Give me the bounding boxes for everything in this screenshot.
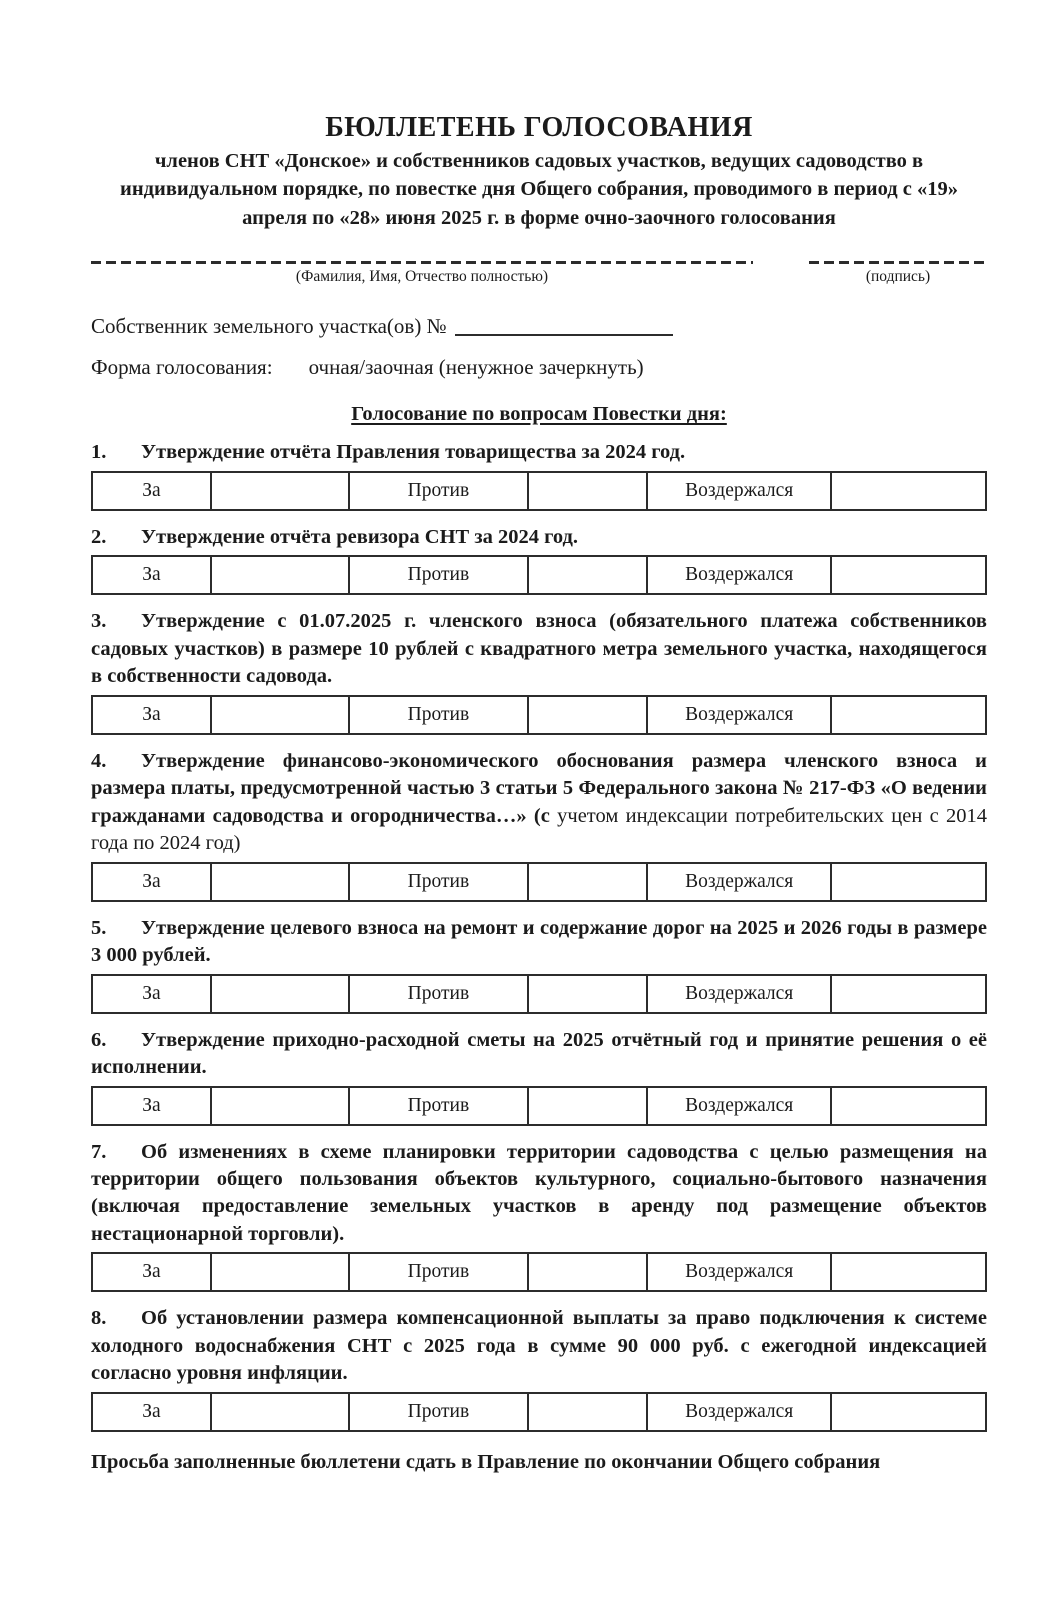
voting-form-value: очная/заочная (ненужное зачеркнуть) [308,355,644,380]
agenda-item-number: 4. [91,749,107,772]
vote-option-label-za: За [92,556,211,594]
vote-option-label-protiv: Против [349,472,529,510]
agenda-item-text [91,1139,987,1249]
vote-table-row [92,975,986,1013]
vote-table [91,1252,987,1292]
vote-mark-cell-protiv[interactable] [528,556,647,594]
vote-mark-cell-vozderzhalsya[interactable] [831,1253,986,1291]
vote-table-row [92,1087,986,1125]
agenda-item-number: 6. [91,1028,107,1051]
agenda-item [91,915,987,1014]
vote-option-label-vozderzhalsya: Воздержался [647,696,831,734]
agenda-item-number: 7. [91,1140,107,1163]
vote-table [91,695,987,735]
agenda-item-text [91,915,987,970]
fio-column [91,261,753,287]
agenda-item-text-bold: Об изменениях в схеме планировки территории садоводства с целью размещения на территории общего пользования объектов культурного, социально-бытового назначения (включая предоставление земельных участков в аренду под размещение объектов нестационарной торговли). [91,1140,987,1245]
voting-form-row [91,353,987,382]
agenda-item-text-bold: Утверждение целевого взноса на ремонт и содержание дорог на 2025 и 2026 годы в размере 3 000 рублей. [91,916,987,967]
vote-option-label-za: За [92,1253,211,1291]
vote-option-label-vozderzhalsya: Воздержался [647,975,831,1013]
vote-option-label-protiv: Против [349,1253,529,1291]
vote-mark-cell-za[interactable] [211,1393,349,1431]
agenda-item-text-bold: Утверждение приходно-расходной сметы на 2025 отчётный год и принятие решения о её исполнении. [91,1028,987,1079]
vote-mark-cell-vozderzhalsya[interactable] [831,1087,986,1125]
agenda-item-number: 5. [91,916,107,939]
vote-option-label-vozderzhalsya: Воздержался [647,556,831,594]
agenda-item-text-bold: Утверждение с 01.07.2025 г. членского взноса (обязательного платежа собственников садовых участков) в размере 10 рублей с квадратного метра земельного участка, находящегося в собственности садовода. [91,610,987,688]
vote-mark-cell-protiv[interactable] [528,863,647,901]
plot-number-blank[interactable] [455,320,673,336]
vote-mark-cell-za[interactable] [211,696,349,734]
fio-caption: (Фамилия, Имя, Отчество полностью) [295,268,549,286]
vote-option-label-za: За [92,863,211,901]
vote-table-row [92,472,986,510]
vote-option-label-za: За [92,472,211,510]
vote-mark-cell-vozderzhalsya[interactable] [831,975,986,1013]
page-title: БЮЛЛЕТЕНЬ ГОЛОСОВАНИЯ [325,112,753,143]
vote-mark-cell-vozderzhalsya[interactable] [831,863,986,901]
vote-mark-cell-protiv[interactable] [528,1253,647,1291]
agenda-heading: Голосование по вопросам Повестки дня: [351,403,727,426]
agenda-item [91,1139,987,1293]
vote-option-label-protiv: Против [349,1087,529,1125]
agenda-item-text-bold: Утверждение финансово-экономического обоснования размера членского взноса и размера платы, предусмотренной частью 3 статьи 5 Федерального закона № 217-ФЗ «О ведении гражданами садоводства и огородничества…» (с [91,749,987,827]
vote-table-row [92,1393,986,1431]
signature-blank-line[interactable] [809,261,987,264]
vote-table-row [92,696,986,734]
agenda-item-number: 8. [91,1307,107,1330]
agenda-item [91,748,987,902]
agenda-item-text-bold: Утверждение отчёта Правления товарищества за 2024 год. [141,441,686,464]
vote-option-label-protiv: Против [349,1393,529,1431]
vote-mark-cell-za[interactable] [211,1253,349,1291]
vote-option-label-vozderzhalsya: Воздержался [647,1087,831,1125]
agenda-item-text [91,439,987,466]
vote-option-label-vozderzhalsya: Воздержался [647,863,831,901]
vote-table [91,862,987,902]
vote-table-row [92,1253,986,1291]
vote-option-label-vozderzhalsya: Воздержался [647,472,831,510]
agenda-item-text-bold: Об установлении размера компенсационной выплаты за право подключения к системе холодного водоснабжения СНТ с 2025 года в сумме 90 000 руб. с ежегодной индексацией согласно уровня инфляции. [91,1307,987,1385]
vote-option-label-vozderzhalsya: Воздержался [647,1253,831,1291]
footer-note: Просьба заполненные бюллетени сдать в Правление по окончании Общего собрания [91,1450,881,1473]
agenda-items [91,439,987,1431]
fio-blank-line[interactable] [91,261,753,264]
signature-section [91,261,987,287]
vote-option-label-za: За [92,1393,211,1431]
vote-option-label-za: За [92,696,211,734]
agenda-item-text [91,608,987,690]
vote-mark-cell-protiv[interactable] [528,1393,647,1431]
agenda-item-number: 1. [91,441,107,464]
vote-table-row [92,556,986,594]
vote-table [91,1392,987,1432]
signature-column [809,261,987,287]
vote-mark-cell-protiv[interactable] [528,975,647,1013]
agenda-item-text [91,1027,987,1082]
vote-mark-cell-za[interactable] [211,975,349,1013]
vote-table [91,974,987,1014]
agenda-item [91,439,987,510]
vote-mark-cell-za[interactable] [211,1087,349,1125]
vote-mark-cell-vozderzhalsya[interactable] [831,556,986,594]
vote-table [91,555,987,595]
signature-caption: (подпись) [865,268,931,286]
voting-form-label: Форма голосования: [91,355,273,380]
agenda-item [91,1027,987,1126]
vote-option-label-vozderzhalsya: Воздержался [647,1393,831,1431]
vote-mark-cell-protiv[interactable] [528,472,647,510]
vote-table [91,1086,987,1126]
vote-option-label-protiv: Против [349,975,529,1013]
agenda-item-text [91,1305,987,1387]
agenda-item [91,524,987,595]
agenda-item-number: 3. [91,610,107,633]
vote-table [91,471,987,511]
vote-mark-cell-za[interactable] [211,556,349,594]
vote-mark-cell-za[interactable] [211,472,349,510]
vote-mark-cell-vozderzhalsya[interactable] [831,1393,986,1431]
page-subtitle: членов СНТ «Донское» и собственников садовых участков, ведущих садоводство в индивидуальном порядке, по повестке дня Общего собрания, проводимого в период с «19» апреля по «28» июня 2025 г. в форме очно-заочного голосования [120,150,958,229]
vote-mark-cell-za[interactable] [211,863,349,901]
agenda-item-number: 2. [91,525,107,548]
agenda-item-text-regular: учетом индексации потребительских цен с 2014 года по 2024 год) [91,804,987,855]
vote-table-row [92,863,986,901]
agenda-item-text [91,524,987,551]
plot-owner-label: Собственник земельного участка(ов) № [91,313,447,338]
vote-mark-cell-protiv[interactable] [528,1087,647,1125]
vote-option-label-za: За [92,975,211,1013]
agenda-item [91,1305,987,1431]
vote-mark-cell-protiv[interactable] [528,696,647,734]
agenda-item-text-bold: Утверждение отчёта ревизора СНТ за 2024 год. [141,525,579,548]
agenda-item-text [91,748,987,858]
vote-option-label-protiv: Против [349,863,529,901]
vote-option-label-za: За [92,1087,211,1125]
vote-mark-cell-vozderzhalsya[interactable] [831,696,986,734]
vote-option-label-protiv: Против [349,696,529,734]
vote-mark-cell-vozderzhalsya[interactable] [831,472,986,510]
plot-owner-row [91,312,987,341]
vote-option-label-protiv: Против [349,556,529,594]
agenda-item [91,608,987,734]
